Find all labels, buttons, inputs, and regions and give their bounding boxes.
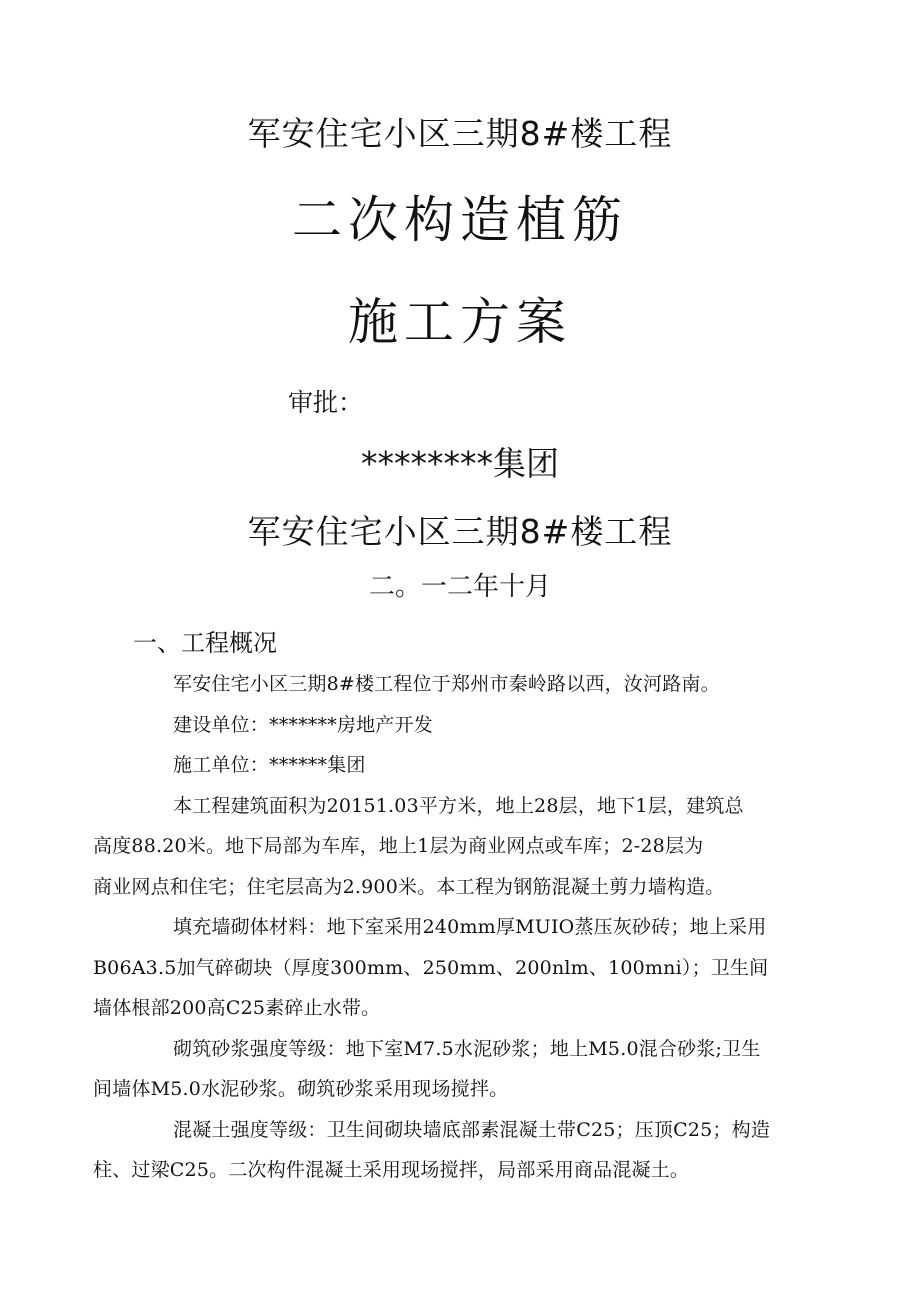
project-title: 军安住宅小区三期8#楼工程 [247,114,673,153]
document-sub-title: 施工方案 [348,293,572,351]
paragraph-location [133,664,813,705]
paragraph-wall-materials [93,907,813,1029]
paragraph-line: 混凝土强度等级：卫生间砌块墙底部素混凝土带C25；压顶C25；构造 [173,1118,771,1141]
paragraph-line: 军安住宅小区三期8#楼工程位于郑州市秦岭路以西，汝河路南。 [173,673,720,695]
paragraph-line: 建设单位：*******房地产开发 [173,713,433,736]
paragraph-line: 施工单位：******集团 [173,754,366,776]
paragraph-line: B06A3.5加气碎砌块（厚度300mm、250mm、200nlm、100mni）；卫生间 [93,956,769,979]
company-name: ********集团 [361,444,559,483]
paragraph-line: 墙体根部200高C25素碎止水带。 [93,997,381,1019]
paragraph-line: 商业网点和住宅；住宅层高为2.900米。本工程为钢筋混凝土剪力墙构造。 [93,875,725,898]
project-title-repeat: 军安住宅小区三期8#楼工程 [247,512,673,551]
document-main-title: 二次构造植筋 [292,191,628,249]
paragraph-contractor [133,745,813,786]
paragraph-building-info [93,786,813,908]
paragraph-line: 高度88.20米。地下局部为车库，地上1层为商业网点或车库；2-28层为 [93,835,704,857]
section-body [93,664,813,1191]
paragraph-line: 间墙体M5.0水泥砂浆。砌筑砂浆采用现场搅拌。 [93,1078,509,1100]
paragraph-line: 本工程建筑面积为20151.03平方米，地上28层，地下1层，建筑总 [173,794,744,817]
approval-label: 审批： [288,388,364,417]
document-date: 二。一二年十月 [368,572,551,602]
paragraph-developer [133,705,813,746]
paragraph-line: 填充墙砌体材料：地下室采用240mm厚MUIO蒸压灰砂砖；地上采用 [173,916,767,938]
section-heading: 一、工程概况 [133,629,277,657]
paragraph-mortar [93,1029,813,1110]
paragraph-line: 柱、过梁C25。二次构件混凝土采用现场搅拌，局部采用商品混凝土。 [93,1159,690,1181]
paragraph-concrete [93,1110,813,1191]
paragraph-line: 砌筑砂浆强度等级：地下室M7.5水泥砂浆；地上M5.0混合砂浆;卫生 [173,1037,761,1060]
